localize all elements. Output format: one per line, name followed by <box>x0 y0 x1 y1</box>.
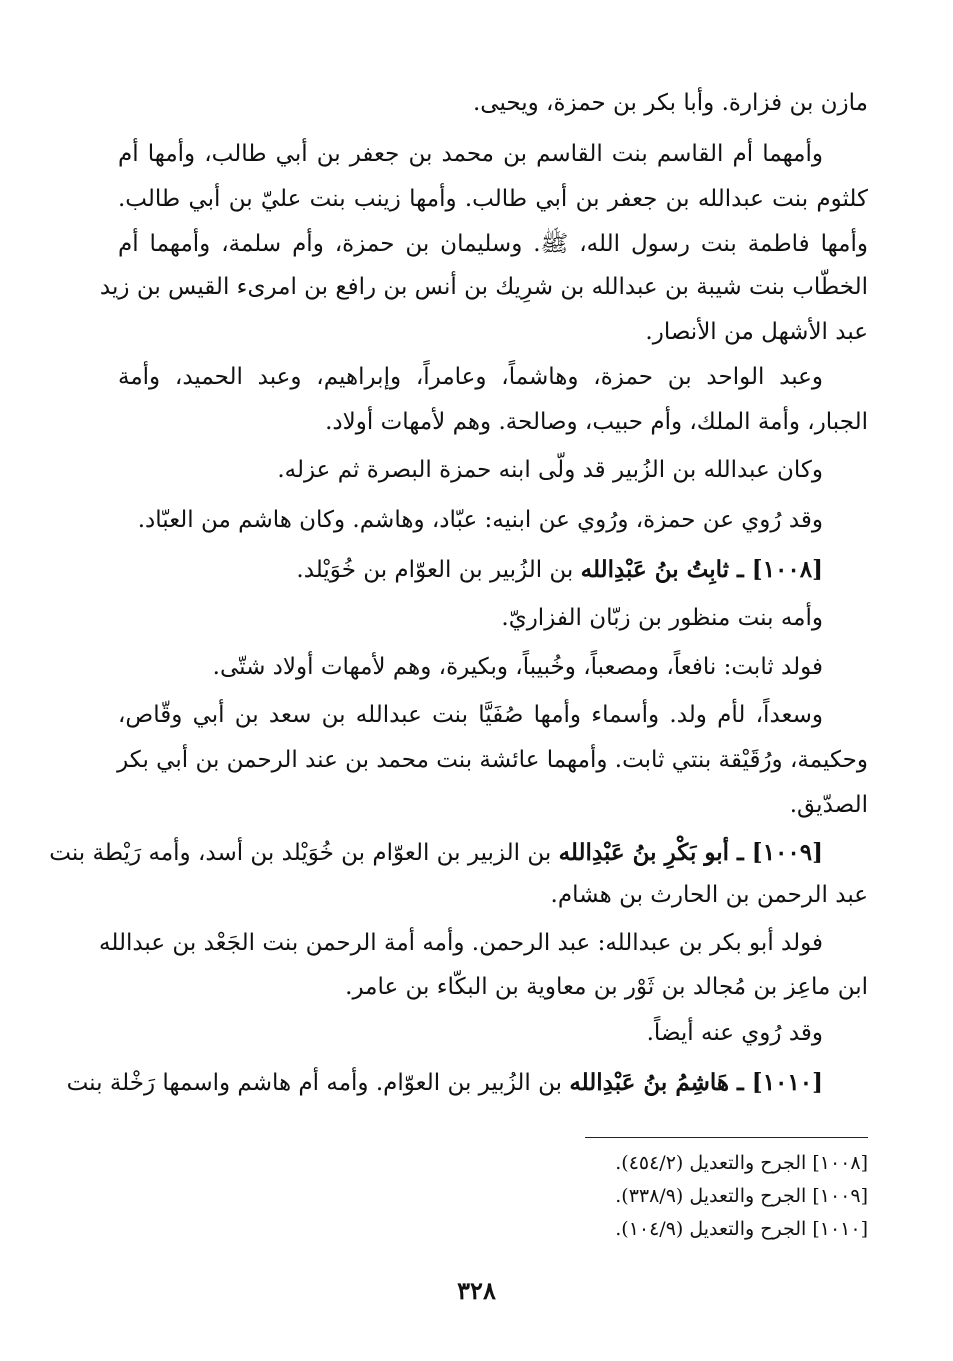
text-line: الصدّيق. <box>789 792 868 818</box>
text-line: وأمه بنت منظور بن زبّان الفزاريّ. <box>501 605 823 631</box>
text-line: وأمهما أم القاسم بنت القاسم بن محمد بن جعفر بن أبي طالب، وأمها أم <box>118 141 823 167</box>
text-line: مازن بن فزارة. وأبا بكر بن حمزة، ويحيى. <box>472 90 868 116</box>
text-line: وكان عبدالله بن الزُبير قد ولّى ابنه حمزة البصرة ثم عزله. <box>277 457 823 483</box>
entry-text: بن الزُبير بن العوّام بن خُوَيْلد. <box>296 557 574 583</box>
footnote-divider <box>585 1137 868 1138</box>
text-line: الجبار، وأمة الملك، وأم حبيب، وصالحة. وهم لأمهات أولاد. <box>325 409 868 435</box>
text-line: وقد رُوي عن حمزة، ورُوي عن ابنيه: عبّاد، وهاشم. وكان هاشم من العبّاد. <box>137 507 823 533</box>
text-line: وقد رُوي عنه أيضاً. <box>646 1020 823 1046</box>
footnote: [١٠٠٨] الجرح والتعديل (٤٥٤/٢). <box>615 1152 868 1174</box>
text-line: وحكيمة، ورُقَيْقة بنتي ثابت. وأمهما عائشة بنت محمد بن عند الرحمن بن أبي بكر <box>117 747 868 773</box>
text-line: الخطّاب بنت شيبة بن عبدالله بن شرِيك بن أنس بن رافع بن امرىء القيس بن زيد <box>99 274 868 300</box>
entry-1009 <box>49 838 823 872</box>
entry-text: بن الزبير بن العوّام بن خُوَيْلد بن أسد، وأمه رَيْطة بنت <box>49 840 552 866</box>
footnote: [١٠١٠] الجرح والتعديل (١٠٤/٩). <box>615 1218 868 1240</box>
page-number: ٣٢٨ <box>457 1276 496 1305</box>
entry-1008 <box>118 555 823 589</box>
entry-1010 <box>66 1068 823 1102</box>
text-line: كلثوم بنت عبدالله بن جعفر بن أبي طالب. وأمها زينب بنت عليّ بن أبي طالب. <box>118 186 868 212</box>
entry-heading-1008: [١٠٠٨] ـ ثابِتُ بنُ عَبْدِالله <box>580 556 823 583</box>
entry-heading-1009: [١٠٠٩] ـ أبو بَكْرِ بنُ عَبْدِالله <box>558 839 823 866</box>
text-line: وعبد الواحد بن حمزة، وهاشماً، وعامراً، وإبراهيم، وعبد الحميد، وأمة <box>118 364 823 390</box>
text-line: وأمها فاطمة بنت رسول الله، ﷺ. وسليمان بن حمزة، وأم سلمة، وأمهما أم <box>118 231 868 257</box>
entry-heading-1010: [١٠١٠] ـ هَاشِمُ بنُ عَبْدِالله <box>569 1069 823 1096</box>
text-line: فولد أبو بكر بن عبدالله: عبد الرحمن. وأمه أمة الرحمن بنت الجَعْد بن عبدالله <box>99 930 823 956</box>
footnote: [١٠٠٩] الجرح والتعديل (٣٣٨/٩). <box>615 1185 868 1207</box>
text-line: عبد الرحمن بن الحارث بن هشام. <box>550 882 868 908</box>
entry-text: بن الزُبير بن العوّام. وأمه أم هاشم واسمها رَخْلة بنت <box>66 1070 563 1096</box>
text-line: ابن ماعِز بن مُجالد بن ثَوْر بن معاوية بن البكّاء بن عامر. <box>345 974 868 1000</box>
text-line: عبد الأشهل من الأنصار. <box>645 319 868 345</box>
text-line: وسعداً، لأم ولد. وأسماء وأمها صُفَيَّا بنت عبدالله بن سعد بن أبي وقّاص، <box>118 702 823 728</box>
text-line: فولد ثابت: نافعاً، ومصعباً، وخُبيباً، وبكيرة، وهم لأمهات أولاد شتّى. <box>212 654 823 680</box>
